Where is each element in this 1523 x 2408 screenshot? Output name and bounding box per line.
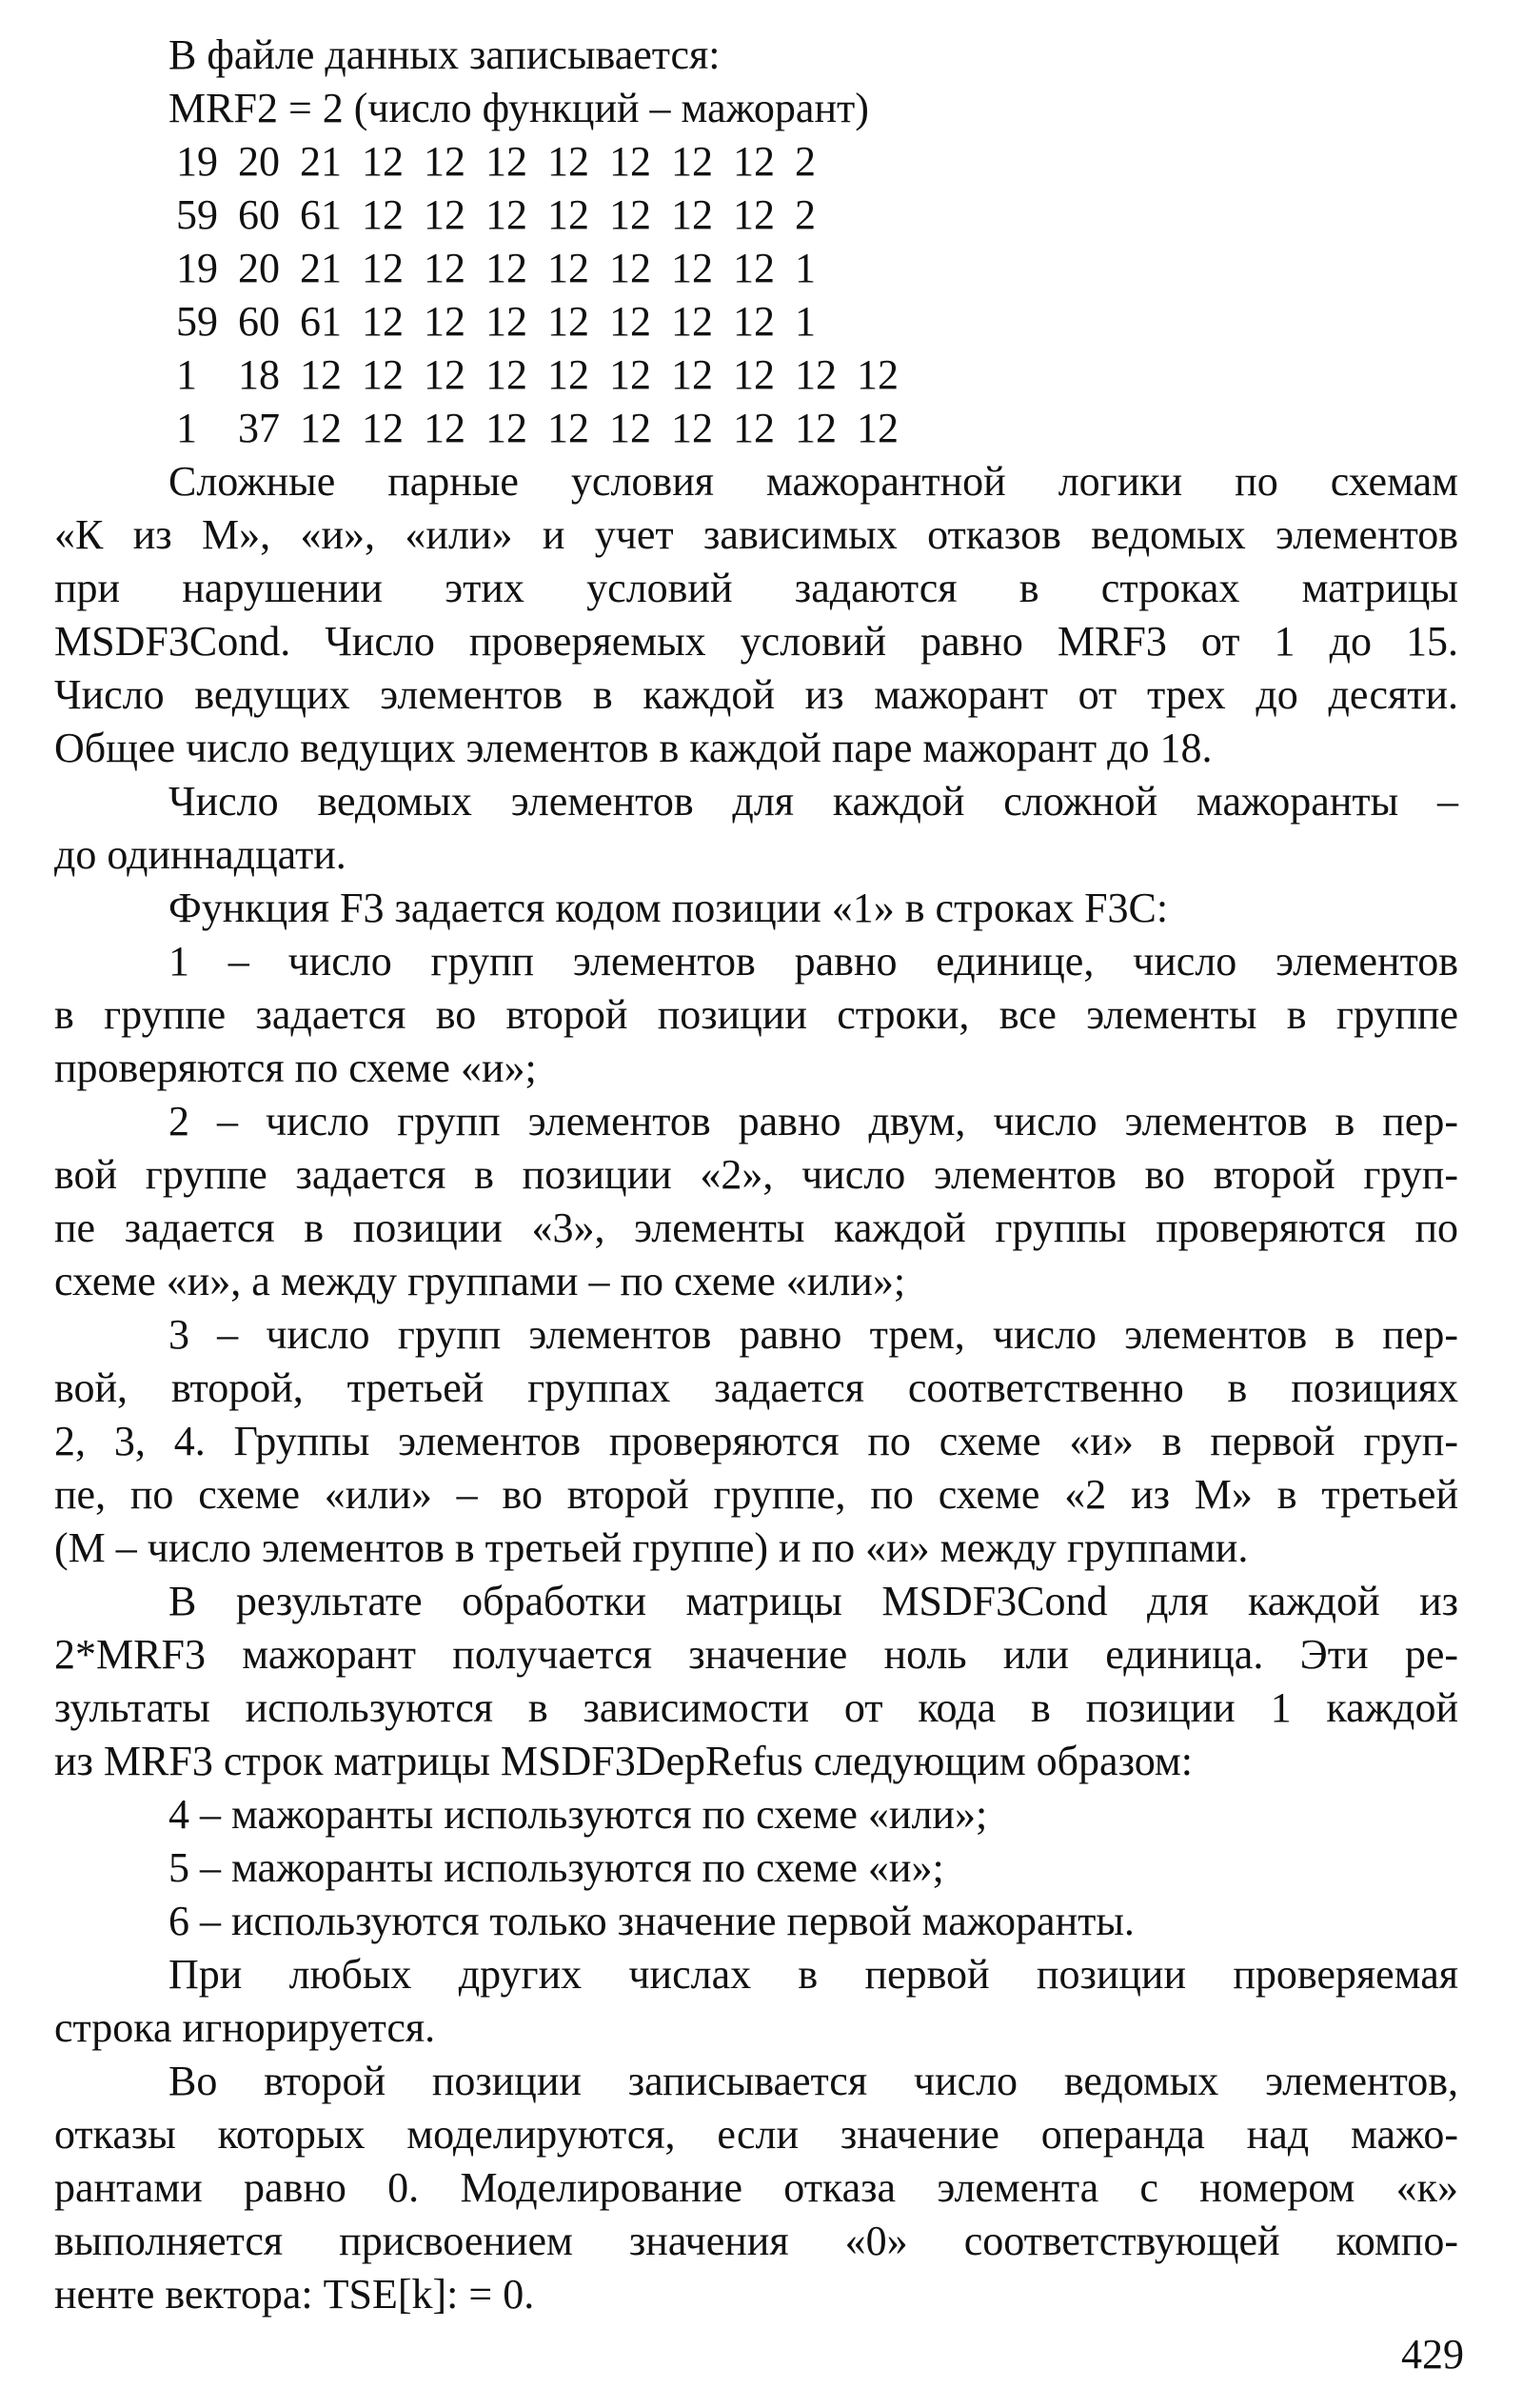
- mrf2-line: MRF2 = 2 (число функций – мажорант): [168, 85, 869, 131]
- matrix-row: 59 60 61 12 12 12 12 12 12 12 1: [176, 298, 816, 345]
- text-line: (М – число элементов в третьей группе) и по «и» между группами.: [54, 1524, 1249, 1571]
- matrix-row: 1 18 12 12 12 12 12 12 12 12 12 12: [176, 351, 899, 398]
- text-line: вой группе задается в позиции «2», число элементов во второй груп-: [54, 1151, 1458, 1198]
- page-body: [54, 29, 1458, 2321]
- paragraph-conditions: [54, 455, 1458, 775]
- text-line: из MRF3 строк матрицы MSDF3DepRefus следующим образом:: [54, 1738, 1193, 1784]
- text-line: Во второй позиции записывается число ведомых элементов,: [168, 2058, 1458, 2104]
- text-line: при нарушении этих условий задаются в строках матрицы: [54, 565, 1458, 611]
- text-line: Общее число ведущих элементов в каждой паре мажорант до 18.: [54, 725, 1213, 771]
- text-line: 3 – число групп элементов равно трем, число элементов в пер-: [168, 1311, 1458, 1358]
- text-line: 2*MRF3 мажорант получается значение ноль или единица. Эти ре-: [54, 1631, 1458, 1678]
- code-4-line: 4 – мажоранты используются по схеме «или»;: [168, 1791, 988, 1838]
- text-line: MSDF3Cond. Число проверяемых условий равно MRF3 от 1 до 15.: [54, 618, 1458, 665]
- text-line: выполняется присвоением значения «0» соответствующей компо-: [54, 2218, 1458, 2264]
- text-line: схеме «и», а между группами – по схеме «или»;: [54, 1258, 906, 1304]
- paragraph-f3-intro: Функция F3 задается кодом позиции «1» в строках F3C:: [168, 885, 1169, 931]
- page-number: 429: [1401, 2331, 1464, 2378]
- text-line: При любых других числах в первой позиции проверяемая: [168, 1951, 1458, 1998]
- paragraph-code-2: [54, 1095, 1458, 1308]
- intro-line: В файле данных записывается:: [168, 31, 721, 78]
- text-line: В результате обработки матрицы MSDF3Cond для каждой из: [168, 1578, 1458, 1624]
- text-line: 2 – число групп элементов равно двум, число элементов в пер-: [168, 1098, 1458, 1144]
- paragraph-other-numbers: [54, 1948, 1458, 2055]
- text-line: отказы которых моделируются, если значение операнда над мажо-: [54, 2111, 1458, 2158]
- paragraph-second-position: [54, 2055, 1458, 2321]
- text-line: вой, второй, третьей группах задается соответственно в позициях: [54, 1364, 1458, 1411]
- matrix-row: 19 20 21 12 12 12 12 12 12 12 2: [176, 138, 816, 185]
- text-line: Число ведомых элементов для каждой сложной мажоранты –: [168, 778, 1458, 825]
- code-5-line: 5 – мажоранты используются по схеме «и»;: [168, 1844, 944, 1891]
- text-line: 2, 3, 4. Группы элементов проверяются по схеме «и» в первой груп-: [54, 1418, 1458, 1464]
- data-matrix: [54, 135, 1458, 455]
- text-line: проверяются по схеме «и»;: [54, 1045, 537, 1091]
- paragraph-result: [54, 1575, 1458, 1788]
- text-line: «К из М», «и», «или» и учет зависимых отказов ведомых элементов: [54, 511, 1458, 558]
- text-line: зультаты используются в зависимости от кода в позиции 1 каждой: [54, 1684, 1458, 1731]
- matrix-row: 19 20 21 12 12 12 12 12 12 12 1: [176, 245, 816, 291]
- text-line: строка игнорируется.: [54, 2004, 436, 2051]
- text-line: Число ведущих элементов в каждой из мажорант от трех до десяти.: [54, 671, 1458, 718]
- text-line: Сложные парные условия мажорантной логики по схемам: [168, 458, 1458, 505]
- matrix-row: 59 60 61 12 12 12 12 12 12 12 2: [176, 191, 816, 238]
- paragraph-code-3: [54, 1308, 1458, 1575]
- text-line: до одиннадцати.: [54, 831, 346, 878]
- matrix-row: 1 37 12 12 12 12 12 12 12 12 12 12: [176, 405, 899, 451]
- text-line: пе, по схеме «или» – во второй группе, по схеме «2 из М» в третьей: [54, 1471, 1458, 1518]
- text-line: ненте вектора: TSE[k]: = 0.: [54, 2271, 535, 2318]
- text-line: в группе задается во второй позиции строки, все элементы в группе: [54, 991, 1458, 1038]
- text-line: рантами равно 0. Моделирование отказа элемента с номером «к»: [54, 2164, 1458, 2211]
- paragraph-code-1: [54, 935, 1458, 1095]
- code-6-line: 6 – используются только значение первой мажоранты.: [168, 1898, 1135, 1944]
- text-line: пе задается в позиции «3», элементы каждой группы проверяются по: [54, 1204, 1458, 1251]
- text-line: 1 – число групп элементов равно единице, число элементов: [168, 938, 1458, 985]
- paragraph-slave-count: [54, 775, 1458, 882]
